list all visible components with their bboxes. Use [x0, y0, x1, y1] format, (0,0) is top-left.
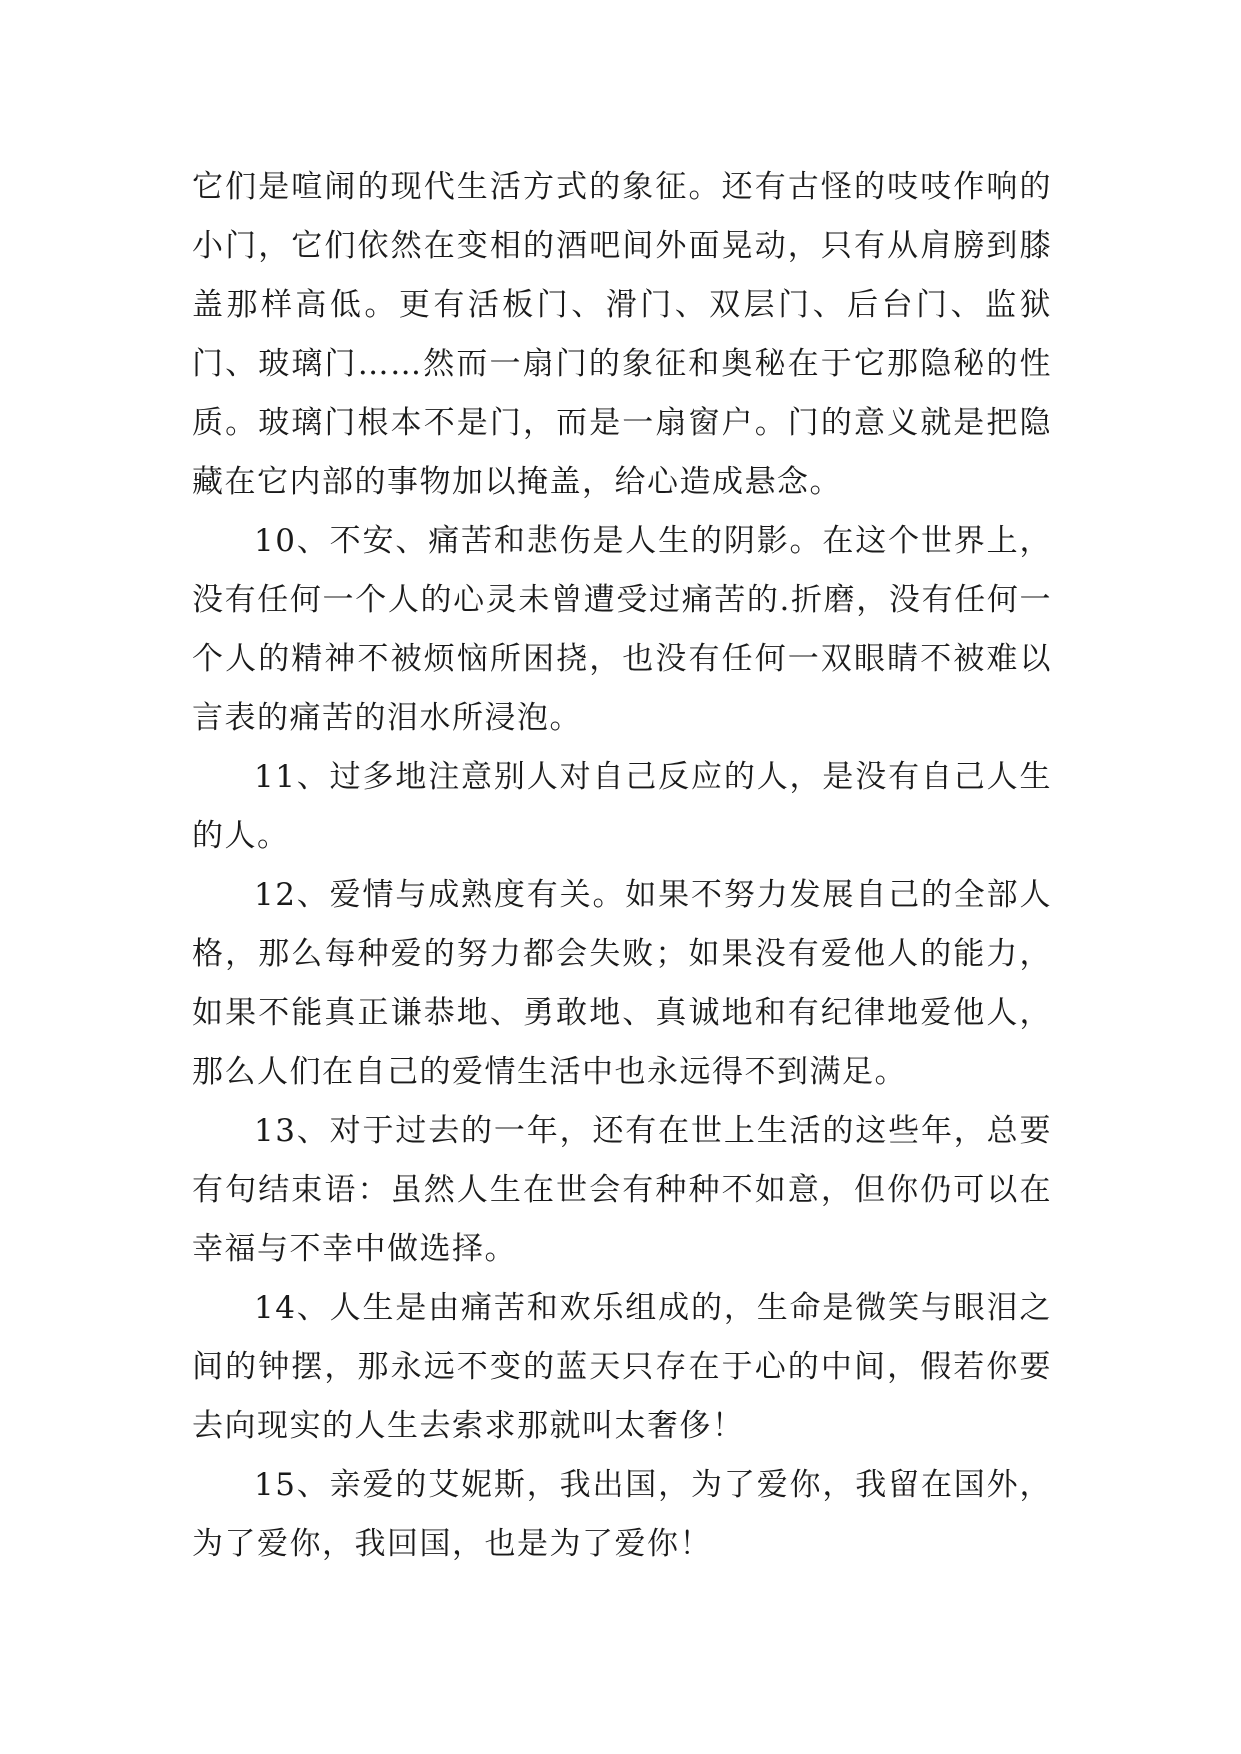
paragraph-11: 11、过多地注意别人对自己反应的人，是没有自己人生的人。 — [192, 759, 1052, 854]
paragraph-10: 10、不安、痛苦和悲伤是人生的阴影。在这个世界上，没有任何一个人的心灵未曾遭受过痛苦的.折磨，没有任何一个人的精神不被烦恼所困挠，也没有任何一双眼睛不被难以言表的痛苦的泪水所浸泡。 — [192, 523, 1052, 736]
paragraph-12: 12、爱情与成熟度有关。如果不努力发展自己的全部人格，那么每种爱的努力都会失败；如果没有爱他人的能力，如果不能真正谦恭地、勇敢地、真诚地和有纪律地爱他人，那么人们在自己的爱情生活中也永远得不到满足。 — [192, 877, 1052, 1090]
document-body — [192, 158, 1052, 1574]
paragraph-13: 13、对于过去的一年，还有在世上生活的这些年，总要有句结束语：虽然人生在世会有种种不如意，但你仍可以在幸福与不幸中做选择。 — [192, 1113, 1052, 1267]
paragraph-9-continuation: 它们是喧闹的现代生活方式的象征。还有古怪的吱吱作响的小门，它们依然在变相的酒吧间外面晃动，只有从肩膀到膝盖那样高低。更有活板门、滑门、双层门、后台门、监狱门、玻璃门……然而一扇门的象征和奥秘在于它那隐秘的性质。玻璃门根本不是门，而是一扇窗户。门的意义就是把隐藏在它内部的事物加以掩盖，给心造成悬念。 — [192, 169, 1052, 500]
paragraph-15: 15、亲爱的艾妮斯，我出国，为了爱你，我留在国外，为了爱你，我回国，也是为了爱你！ — [192, 1467, 1052, 1562]
paragraph-14: 14、人生是由痛苦和欢乐组成的，生命是微笑与眼泪之间的钟摆，那永远不变的蓝天只存在于心的中间，假若你要去向现实的人生去索求那就叫太奢侈！ — [192, 1290, 1052, 1444]
